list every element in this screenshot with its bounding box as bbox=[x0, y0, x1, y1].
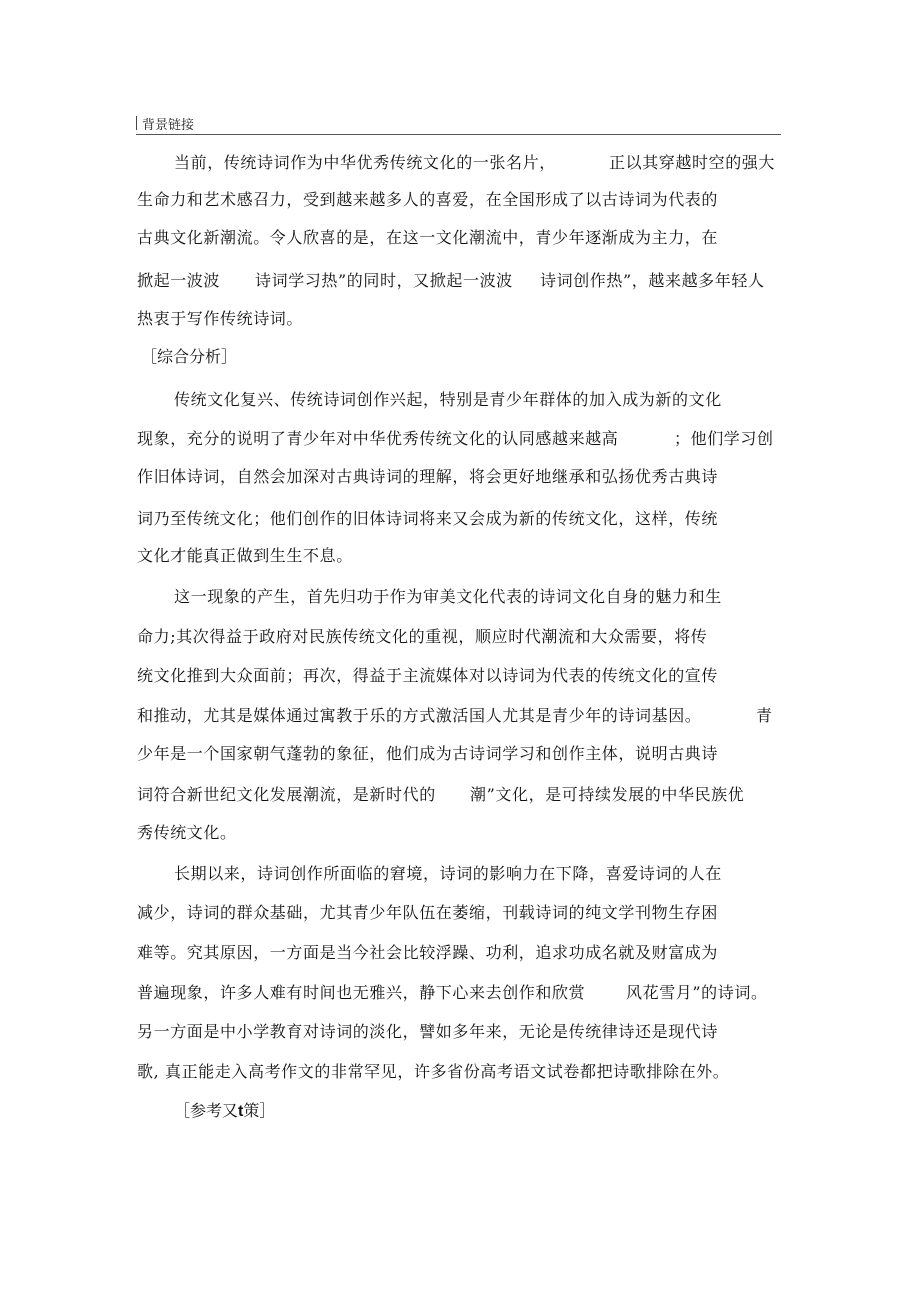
reference-heading-part: ［参考又 bbox=[174, 1101, 239, 1120]
text-line: 热衷于写作传统诗词。 bbox=[137, 309, 304, 328]
text-line: 普遍现象，许多人难有时间也无雅兴，静下心来去创作和欣赏 bbox=[137, 983, 586, 1002]
text-line: 这一现象的产生，首先归功于作为审美文化代表的诗词文化自身的魅力和生 bbox=[174, 587, 722, 606]
text-line: 文化才能真正做到生生不息。 bbox=[137, 546, 353, 565]
text-line: 掀起一波波 bbox=[137, 271, 221, 290]
text-line: 减少，诗词的群众基础，尤其青少年队伍在萎缩，刊载诗词的纯文学刊物生存困 bbox=[137, 903, 719, 922]
text-line: 秀传统文化。 bbox=[137, 823, 237, 842]
text-line: 诗词学习热”的同时，又掀起一波波 bbox=[255, 271, 513, 290]
text-line: 诗词创作热”，越来越多年轻人 bbox=[540, 271, 765, 290]
text-line: 命力;其次得益于政府对民族传统文化的重视，顺应时代潮流和大众需要，将传 bbox=[137, 627, 708, 646]
text-line: 和推动，尤其是媒体通过寓教于乐的方式激活国人尤其是青少年的诗词基因。 bbox=[137, 706, 702, 725]
text-line: 统文化推到大众面前；再次，得益于主流媒体对以诗词为代表的传统文化的宣传 bbox=[137, 666, 719, 685]
text-line: 歌, 真正能走入高考作文的非常罕见，许多省份高考语文试卷都把诗歌排除在外。 bbox=[137, 1062, 730, 1081]
text-line: 风花雪月”的诗词。 bbox=[626, 983, 768, 1002]
text-line: 另一方面是中小学教育对诗词的淡化，譬如多年来，无论是传统律诗还是现代诗 bbox=[137, 1022, 719, 1041]
text-line: 少年是一个国家朝气蓬勃的象征，他们成为古诗词学习和创作主体，说明古典诗 bbox=[137, 744, 719, 763]
text-line: 当前，传统诗词作为中华优秀传统文化的一张名片， bbox=[174, 153, 556, 172]
text-line: 作旧体诗词，自然会加深对古典诗词的理解，将会更好地继承和弘扬优秀古典诗 bbox=[137, 467, 719, 486]
text-line: 生命力和艺术感召力，受到越来越多人的喜爱，在全国形成了以古诗词为代表的 bbox=[137, 190, 719, 209]
text-line: 难等。究其原因，一方面是当今社会比较浮躁、功利，追求功成名就及财富成为 bbox=[137, 943, 719, 962]
header-label: 背景链接 bbox=[142, 118, 195, 133]
text-line: ；他们学习创 bbox=[674, 429, 774, 448]
text-line: 正以其穿越时空的强大 bbox=[609, 153, 776, 172]
reference-heading bbox=[174, 1101, 275, 1122]
text-line: 潮”文化，是可持续发展的中华民族优 bbox=[470, 785, 745, 804]
reference-heading-part: t bbox=[238, 1103, 244, 1120]
reference-heading-part: 策］ bbox=[243, 1101, 276, 1120]
text-line: 长期以来，诗词创作所面临的窘境，诗词的影响力在下降，喜爱诗词的人在 bbox=[174, 864, 722, 883]
section-header bbox=[136, 113, 781, 135]
analysis-heading: ［综合分析］ bbox=[141, 347, 238, 366]
text-line: 传统文化复兴、传统诗词创作兴起，特别是青少年群体的加入成为新的文化 bbox=[174, 390, 722, 409]
text-line: 词符合新世纪文化发展潮流，是新时代的 bbox=[137, 785, 436, 804]
header-marker bbox=[136, 116, 137, 130]
text-line: 古典文化新潮流。令人欣喜的是，在这一文化潮流中，青少年逐渐成为主力，在 bbox=[137, 228, 719, 247]
text-line: 词乃至传统文化；他们创作的旧体诗词将来又会成为新的传统文化，这样，传统 bbox=[137, 509, 719, 528]
text-line: 青 bbox=[756, 706, 773, 725]
text-line: 现象，充分的说明了青少年对中华优秀传统文化的认同感越来越高 bbox=[137, 429, 619, 448]
